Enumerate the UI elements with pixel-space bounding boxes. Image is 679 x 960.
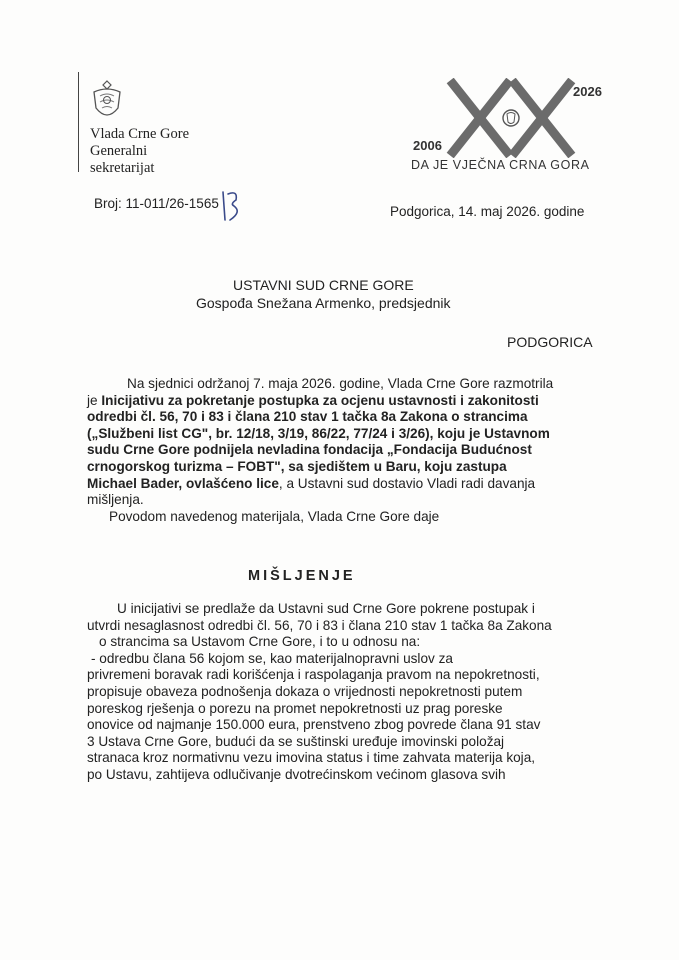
- handwritten-mark-icon: [218, 186, 244, 226]
- opinion-heading: MIŠLJENJE: [248, 568, 356, 584]
- intro-bold-text: Michael Bader, ovlašćeno lice: [87, 475, 279, 491]
- intro-line: [87, 393, 607, 410]
- recipient-institution: USTAVNI SUD CRNE GORE: [233, 277, 414, 293]
- coat-of-arms-icon: [88, 78, 126, 124]
- logo-motto: DA JE VJEČNA CRNA GORA: [411, 158, 590, 172]
- intro-line: („Službeni list CG", br. 12/18, 3/19, 86/22, 77/24 i 3/26), koju je Ustavnom: [87, 425, 550, 441]
- intro-line: odredbi čl. 56, 70 i 83 i člana 210 stav 1 tačka 8a Zakona o strancima: [87, 409, 528, 425]
- intro-line: [87, 476, 607, 493]
- opinion-body: [87, 601, 607, 784]
- intro-line: crnogorskog turizma – FOBT", sa sjedištem u Baru, koju zastupa: [87, 458, 507, 474]
- org-unit-line1: Generalni: [90, 143, 148, 159]
- logo-year-end: 2026: [573, 84, 602, 99]
- body-line: poreskog rješenja o porezu na promet nepokretnosti uz prag poreske: [87, 700, 503, 716]
- body-line: 3 Ustava Crne Gore, budući da se suštinski uređuje imovinski položaj: [87, 733, 505, 749]
- intro-line: mišljenja.: [87, 492, 144, 508]
- body-line: stranaca kroz normativnu vezu imovina status i time zahvata materija koja,: [87, 750, 536, 766]
- intro-text: je: [87, 392, 102, 408]
- header-divider-line: [78, 72, 79, 172]
- logo-year-start: 2006: [413, 138, 442, 153]
- org-unit-line2: sekretarijat: [90, 160, 155, 176]
- intro-text: , a Ustavni sud dostavio Vladi radi davanja: [278, 475, 536, 491]
- intro-bold-text: Inicijativu za pokretanje postupka za ocjenu ustavnosti i zakonitosti: [101, 392, 539, 408]
- body-line: onovice od najmanje 150.000 eura, prenstveno zbog povrede člana 91 stav: [87, 717, 541, 733]
- reference-number: Broj: 11-011/26-1565: [94, 196, 219, 211]
- body-line: o strancima sa Ustavom Crne Gore, i to u odnosu na:: [99, 634, 421, 650]
- body-line: privremeni boravak radi korišćenja i raspolaganja pravom na nepokretnosti,: [87, 667, 540, 683]
- intro-line: Na sjednici održanoj 7. maja 2026. godine, Vlada Crne Gore razmotrila: [127, 376, 554, 391]
- date-line: Podgorica, 14. maj 2026. godine: [390, 204, 585, 219]
- recipient-city: PODGORICA: [507, 334, 593, 350]
- recipient-person: Gospođa Snežana Armenko, predsjednik: [196, 295, 451, 311]
- org-name: Vlada Crne Gore: [90, 126, 190, 142]
- intro-line: sudu Crne Gore podnijela nevladina fondacija „Fondacija Budućnost: [87, 442, 532, 458]
- intro-paragraph: [87, 376, 607, 525]
- body-line: utvrdi nesaglasnost odredbi čl. 56, 70 i 83 i člana 210 stav 1 tačka 8a Zakona: [87, 617, 552, 633]
- xx-logo-icon: [445, 78, 585, 158]
- body-line: - odredbu člana 56 kojom se, kao materijalnopravni uslov za: [91, 650, 453, 666]
- body-line: U inicijativi se predlaže da Ustavni sud Crne Gore pokrene postupak i: [117, 601, 535, 616]
- intro-line: Povodom navedenog materijala, Vlada Crne Gore daje: [109, 508, 440, 524]
- issuer-block: [90, 126, 189, 177]
- body-line: po Ustavu, zahtijeva odlučivanje dvotrećinskom većinom glasova svih: [87, 766, 506, 782]
- body-line: propisuje obaveza podnošenja dokaza o vrijednosti nepokretnosti putem: [87, 683, 523, 699]
- anniversary-logo: [405, 78, 625, 178]
